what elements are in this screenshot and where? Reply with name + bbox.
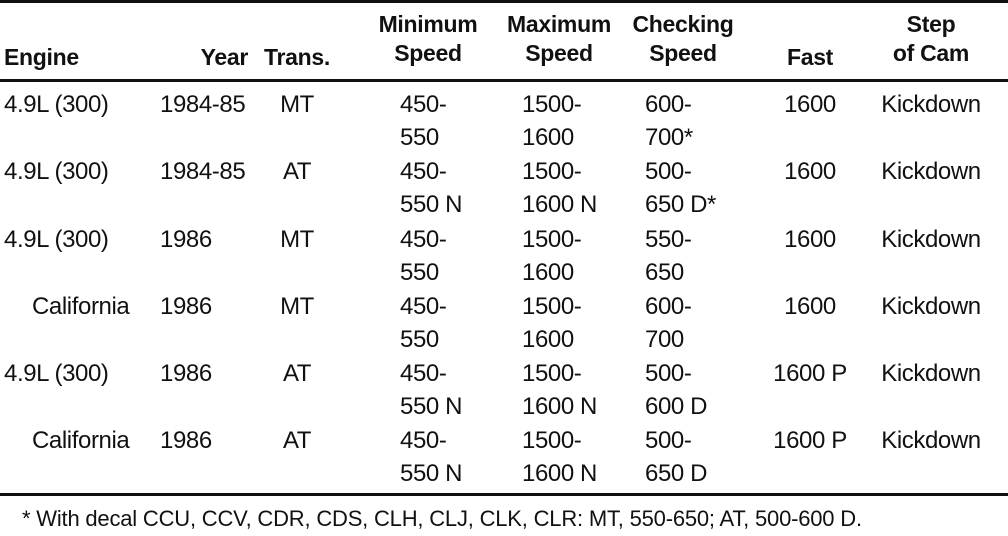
engine-cell: California [32, 293, 130, 320]
step-of-cam-cell: Kickdown [881, 293, 981, 320]
table-row [0, 290, 1008, 356]
header-min-speed [372, 10, 484, 68]
header-checking-speed-line1: Checking [632, 11, 734, 37]
fast-cell: 1600 P [773, 360, 847, 387]
min-speed-cell [400, 88, 446, 154]
table-row [0, 88, 1008, 154]
trans-cell: AT [282, 360, 312, 387]
min-speed-line1: 450- [400, 91, 447, 118]
step-of-cam-cell: Kickdown [881, 226, 981, 253]
header-fast [758, 43, 862, 72]
header-trans-label: Trans. [264, 44, 330, 70]
max-speed-line2: 1600 [522, 259, 574, 286]
min-speed-line2: 550 [400, 326, 439, 353]
checking-speed-line2: 650 D* [645, 191, 716, 218]
min-speed-line1: 450- [400, 226, 447, 253]
step-of-cam-cell: Kickdown [881, 427, 981, 454]
max-speed-cell [522, 424, 597, 490]
footer-rule [0, 493, 1008, 496]
min-speed-cell [400, 155, 462, 221]
fast-cell: 1600 P [773, 427, 847, 454]
header-checking-speed-line2: Speed [649, 40, 717, 66]
footnote: * With decal CCU, CCV, CDR, CDS, CLH, CLJ, CLK, CLR: MT, 550-650; AT, 500-600 D. [22, 506, 862, 531]
checking-speed-cell [645, 223, 691, 289]
min-speed-line2: 550 N [400, 191, 463, 218]
max-speed-cell [522, 357, 597, 423]
checking-speed-line2: 700 [645, 326, 684, 353]
checking-speed-line2: 600 D [645, 393, 708, 420]
max-speed-line1: 1500- [522, 158, 582, 185]
header-step-of-cam [870, 10, 992, 68]
max-speed-line1: 1500- [522, 226, 582, 253]
year-cell: 1984-85 [160, 91, 246, 118]
year-cell: 1986 [160, 427, 212, 454]
checking-speed-cell [645, 155, 716, 221]
max-speed-line1: 1500- [522, 293, 582, 320]
max-speed-cell [522, 223, 581, 289]
year-cell: 1984-85 [160, 158, 246, 185]
header-max-speed-line1: Maximum [507, 11, 611, 37]
checking-speed-cell [645, 88, 693, 154]
max-speed-line1: 1500- [522, 427, 582, 454]
checking-speed-line1: 500- [645, 360, 692, 387]
checking-speed-cell [645, 357, 707, 423]
min-speed-cell [400, 357, 462, 423]
header-min-speed-line2: Speed [394, 40, 462, 66]
fast-cell: 1600 [784, 158, 836, 185]
checking-speed-line2: 700* [645, 124, 693, 151]
max-speed-line2: 1600 N [522, 191, 597, 218]
header-step-of-cam-line2: of Cam [892, 40, 970, 66]
max-speed-line2: 1600 [522, 326, 574, 353]
engine-cell: 4.9L (300) [4, 226, 109, 253]
min-speed-line2: 550 [400, 259, 439, 286]
max-speed-line1: 1500- [522, 360, 582, 387]
fast-cell: 1600 [784, 91, 836, 118]
step-of-cam-cell: Kickdown [881, 360, 981, 387]
checking-speed-line1: 600- [645, 293, 692, 320]
checking-speed-line2: 650 D [645, 460, 708, 487]
checking-speed-line1: 500- [645, 158, 692, 185]
min-speed-line1: 450- [400, 360, 447, 387]
step-of-cam-cell: Kickdown [881, 158, 981, 185]
header-max-speed [500, 10, 618, 68]
year-cell: 1986 [160, 293, 212, 320]
max-speed-cell [522, 88, 581, 154]
max-speed-line2: 1600 [522, 124, 574, 151]
checking-speed-line1: 550- [645, 226, 692, 253]
checking-speed-line2: 650 [645, 259, 684, 286]
header-rule [0, 79, 1008, 82]
max-speed-line2: 1600 N [522, 393, 597, 420]
min-speed-cell [400, 424, 462, 490]
checking-speed-cell [645, 290, 691, 356]
year-cell: 1986 [160, 226, 212, 253]
top-rule [0, 0, 1008, 3]
header-step-of-cam-line1: Step [906, 11, 956, 37]
checking-speed-cell [645, 424, 707, 490]
table-row [0, 424, 1008, 490]
step-of-cam-cell: Kickdown [881, 91, 981, 118]
min-speed-line2: 550 [400, 124, 439, 151]
header-checking-speed [628, 10, 738, 68]
header-min-speed-line1: Minimum [378, 11, 478, 37]
min-speed-line2: 550 N [400, 393, 463, 420]
min-speed-cell [400, 290, 446, 356]
header-trans [262, 43, 332, 72]
year-cell: 1986 [160, 360, 212, 387]
checking-speed-line1: 500- [645, 427, 692, 454]
max-speed-line1: 1500- [522, 91, 582, 118]
table-row [0, 357, 1008, 423]
header-engine-label: Engine [4, 44, 79, 70]
header-year-label: Year [200, 44, 248, 70]
engine-cell: 4.9L (300) [4, 158, 109, 185]
fast-cell: 1600 [784, 226, 836, 253]
checking-speed-line1: 600- [645, 91, 692, 118]
max-speed-line2: 1600 N [522, 460, 597, 487]
engine-cell: 4.9L (300) [4, 360, 109, 387]
header-fast-label: Fast [786, 44, 834, 70]
trans-cell: MT [280, 226, 314, 253]
header-max-speed-line2: Speed [525, 40, 593, 66]
min-speed-line2: 550 N [400, 460, 463, 487]
trans-cell: MT [280, 293, 314, 320]
max-speed-cell [522, 290, 581, 356]
engine-cell: 4.9L (300) [4, 91, 109, 118]
min-speed-line1: 450- [400, 293, 447, 320]
table-row [0, 155, 1008, 221]
min-speed-cell [400, 223, 446, 289]
min-speed-line1: 450- [400, 427, 447, 454]
trans-cell: AT [282, 427, 312, 454]
table-row [0, 223, 1008, 289]
header-year [160, 43, 260, 72]
fast-cell: 1600 [784, 293, 836, 320]
max-speed-cell [522, 155, 597, 221]
engine-cell: California [32, 427, 130, 454]
min-speed-line1: 450- [400, 158, 447, 185]
trans-cell: AT [282, 158, 312, 185]
header-engine [4, 43, 79, 72]
trans-cell: MT [280, 91, 314, 118]
